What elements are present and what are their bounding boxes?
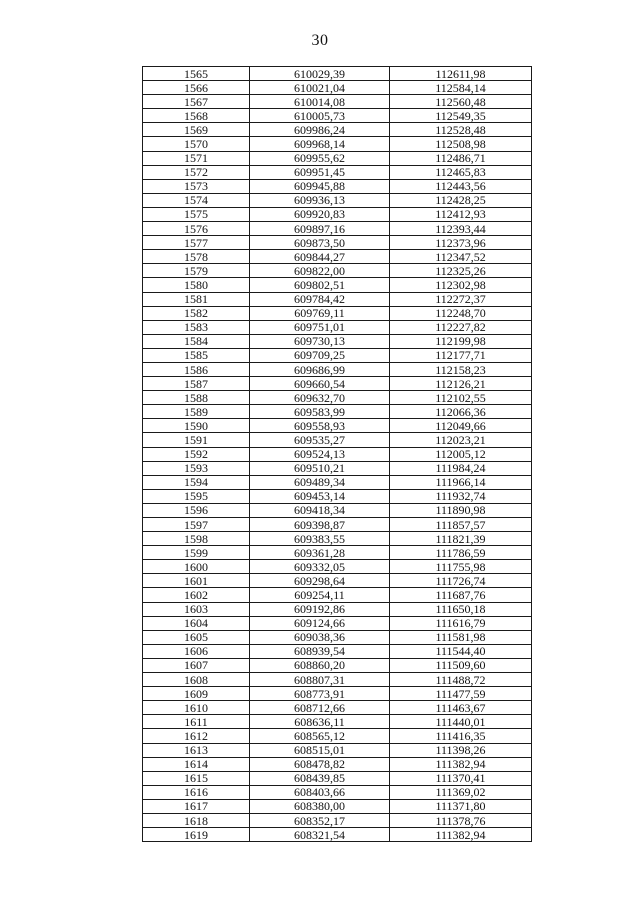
y-coordinate-cell: 112248,70 [390,306,532,320]
y-coordinate-cell: 112049,66 [390,419,532,433]
point-number-cell: 1566 [143,81,250,95]
x-coordinate-cell: 608515,01 [250,743,390,757]
table-row [143,109,532,123]
point-number-cell: 1607 [143,658,250,672]
point-number-cell: 1614 [143,757,250,771]
x-coordinate-cell: 609298,64 [250,574,390,588]
point-number-cell: 1605 [143,630,250,644]
point-number-cell: 1598 [143,532,250,546]
point-number-cell: 1576 [143,222,250,236]
point-number-cell: 1617 [143,799,250,813]
point-number-cell: 1573 [143,179,250,193]
x-coordinate-cell: 608478,82 [250,757,390,771]
x-coordinate-cell: 609730,13 [250,334,390,348]
y-coordinate-cell: 112560,48 [390,95,532,109]
point-number-cell: 1591 [143,433,250,447]
y-coordinate-cell: 111440,01 [390,715,532,729]
x-coordinate-cell: 608939,54 [250,644,390,658]
y-coordinate-cell: 111382,94 [390,757,532,771]
x-coordinate-cell: 609822,00 [250,264,390,278]
x-coordinate-cell: 609361,28 [250,546,390,560]
x-coordinate-cell: 609920,83 [250,207,390,221]
point-number-cell: 1567 [143,95,250,109]
y-coordinate-cell: 111398,26 [390,743,532,757]
table-row [143,123,532,137]
y-coordinate-cell: 111544,40 [390,644,532,658]
x-coordinate-cell: 609192,86 [250,602,390,616]
y-coordinate-cell: 112528,48 [390,123,532,137]
y-coordinate-cell: 111369,02 [390,785,532,799]
point-number-cell: 1608 [143,673,250,687]
table-row [143,785,532,799]
y-coordinate-cell: 111755,98 [390,560,532,574]
x-coordinate-cell: 608380,00 [250,799,390,813]
x-coordinate-cell: 608636,11 [250,715,390,729]
y-coordinate-cell: 112023,21 [390,433,532,447]
table-row [143,377,532,391]
point-number-cell: 1584 [143,334,250,348]
x-coordinate-cell: 608403,66 [250,785,390,799]
point-number-cell: 1604 [143,616,250,630]
table-row [143,165,532,179]
x-coordinate-cell: 609751,01 [250,320,390,334]
x-coordinate-cell: 609951,45 [250,165,390,179]
point-number-cell: 1575 [143,207,250,221]
y-coordinate-cell: 111984,24 [390,461,532,475]
y-coordinate-cell: 111463,67 [390,701,532,715]
table-row [143,715,532,729]
table-row [143,193,532,207]
table-row [143,461,532,475]
x-coordinate-cell: 609254,11 [250,588,390,602]
x-coordinate-cell: 609489,34 [250,475,390,489]
table-row [143,362,532,376]
point-number-cell: 1589 [143,405,250,419]
table-row [143,560,532,574]
x-coordinate-cell: 609769,11 [250,306,390,320]
x-coordinate-cell: 609524,13 [250,447,390,461]
table-row [143,151,532,165]
point-number-cell: 1618 [143,813,250,827]
y-coordinate-cell: 111687,76 [390,588,532,602]
x-coordinate-cell: 609398,87 [250,518,390,532]
coordinates-table-body [143,67,532,842]
x-coordinate-cell: 609955,62 [250,151,390,165]
table-row [143,503,532,517]
x-coordinate-cell: 610005,73 [250,109,390,123]
x-coordinate-cell: 609945,88 [250,179,390,193]
table-row [143,419,532,433]
x-coordinate-cell: 608773,91 [250,687,390,701]
x-coordinate-cell: 609332,05 [250,560,390,574]
x-coordinate-cell: 609784,42 [250,292,390,306]
point-number-cell: 1613 [143,743,250,757]
x-coordinate-cell: 610021,04 [250,81,390,95]
x-coordinate-cell: 608439,85 [250,771,390,785]
table-row [143,532,532,546]
y-coordinate-cell: 111488,72 [390,673,532,687]
x-coordinate-cell: 609873,50 [250,236,390,250]
x-coordinate-cell: 608807,31 [250,673,390,687]
point-number-cell: 1571 [143,151,250,165]
table-row [143,207,532,221]
point-number-cell: 1599 [143,546,250,560]
y-coordinate-cell: 111650,18 [390,602,532,616]
x-coordinate-cell: 609038,36 [250,630,390,644]
y-coordinate-cell: 112005,12 [390,447,532,461]
table-row [143,236,532,250]
y-coordinate-cell: 112428,25 [390,193,532,207]
table-row [143,743,532,757]
point-number-cell: 1574 [143,193,250,207]
point-number-cell: 1583 [143,320,250,334]
y-coordinate-cell: 112347,52 [390,250,532,264]
point-number-cell: 1582 [143,306,250,320]
y-coordinate-cell: 111821,39 [390,532,532,546]
table-row [143,757,532,771]
y-coordinate-cell: 112102,55 [390,391,532,405]
table-row [143,137,532,151]
y-coordinate-cell: 112486,71 [390,151,532,165]
x-coordinate-cell: 608712,66 [250,701,390,715]
table-row [143,179,532,193]
y-coordinate-cell: 112227,82 [390,320,532,334]
y-coordinate-cell: 111378,76 [390,813,532,827]
y-coordinate-cell: 112393,44 [390,222,532,236]
y-coordinate-cell: 112325,26 [390,264,532,278]
y-coordinate-cell: 112508,98 [390,137,532,151]
y-coordinate-cell: 112158,23 [390,362,532,376]
table-row [143,574,532,588]
table-row [143,828,532,842]
y-coordinate-cell: 112126,21 [390,377,532,391]
point-number-cell: 1597 [143,518,250,532]
point-number-cell: 1570 [143,137,250,151]
y-coordinate-cell: 111890,98 [390,503,532,517]
x-coordinate-cell: 608565,12 [250,729,390,743]
y-coordinate-cell: 111857,57 [390,518,532,532]
coordinates-table [142,66,532,842]
x-coordinate-cell: 609897,16 [250,222,390,236]
point-number-cell: 1616 [143,785,250,799]
table-row [143,433,532,447]
x-coordinate-cell: 609660,54 [250,377,390,391]
table-row [143,391,532,405]
y-coordinate-cell: 111932,74 [390,489,532,503]
x-coordinate-cell: 608352,17 [250,813,390,827]
point-number-cell: 1593 [143,461,250,475]
table-row [143,320,532,334]
point-number-cell: 1565 [143,67,250,81]
x-coordinate-cell: 609968,14 [250,137,390,151]
table-row [143,518,532,532]
point-number-cell: 1594 [143,475,250,489]
x-coordinate-cell: 609558,93 [250,419,390,433]
y-coordinate-cell: 111616,79 [390,616,532,630]
table-row [143,222,532,236]
x-coordinate-cell: 609383,55 [250,532,390,546]
x-coordinate-cell: 609936,13 [250,193,390,207]
y-coordinate-cell: 111370,41 [390,771,532,785]
x-coordinate-cell: 609510,21 [250,461,390,475]
y-coordinate-cell: 112412,93 [390,207,532,221]
point-number-cell: 1615 [143,771,250,785]
y-coordinate-cell: 112177,71 [390,348,532,362]
y-coordinate-cell: 111382,94 [390,828,532,842]
table-row [143,334,532,348]
point-number-cell: 1611 [143,715,250,729]
point-number-cell: 1603 [143,602,250,616]
x-coordinate-cell: 608321,54 [250,828,390,842]
y-coordinate-cell: 111477,59 [390,687,532,701]
point-number-cell: 1602 [143,588,250,602]
x-coordinate-cell: 610014,08 [250,95,390,109]
table-row [143,292,532,306]
point-number-cell: 1592 [143,447,250,461]
table-row [143,799,532,813]
point-number-cell: 1587 [143,377,250,391]
table-row [143,67,532,81]
table-row [143,447,532,461]
point-number-cell: 1619 [143,828,250,842]
y-coordinate-cell: 112465,83 [390,165,532,179]
y-coordinate-cell: 112199,98 [390,334,532,348]
y-coordinate-cell: 111371,80 [390,799,532,813]
table-row [143,729,532,743]
table-row [143,673,532,687]
table-row [143,475,532,489]
y-coordinate-cell: 112443,56 [390,179,532,193]
y-coordinate-cell: 112373,96 [390,236,532,250]
point-number-cell: 1596 [143,503,250,517]
point-number-cell: 1578 [143,250,250,264]
y-coordinate-cell: 112611,98 [390,67,532,81]
x-coordinate-cell: 609709,25 [250,348,390,362]
table-row [143,81,532,95]
page-number: 30 [311,32,329,49]
y-coordinate-cell: 112066,36 [390,405,532,419]
x-coordinate-cell: 609686,99 [250,362,390,376]
point-number-cell: 1601 [143,574,250,588]
x-coordinate-cell: 610029,39 [250,67,390,81]
y-coordinate-cell: 111581,98 [390,630,532,644]
table-row [143,644,532,658]
table-row [143,616,532,630]
table-row [143,588,532,602]
point-number-cell: 1600 [143,560,250,574]
point-number-cell: 1588 [143,391,250,405]
y-coordinate-cell: 111416,35 [390,729,532,743]
point-number-cell: 1586 [143,362,250,376]
x-coordinate-cell: 609583,99 [250,405,390,419]
x-coordinate-cell: 609453,14 [250,489,390,503]
table-row [143,771,532,785]
x-coordinate-cell: 609124,66 [250,616,390,630]
table-row [143,278,532,292]
x-coordinate-cell: 609418,34 [250,503,390,517]
point-number-cell: 1610 [143,701,250,715]
point-number-cell: 1569 [143,123,250,137]
point-number-cell: 1606 [143,644,250,658]
x-coordinate-cell: 608860,20 [250,658,390,672]
table-row [143,602,532,616]
table-row [143,701,532,715]
y-coordinate-cell: 112302,98 [390,278,532,292]
x-coordinate-cell: 609802,51 [250,278,390,292]
point-number-cell: 1609 [143,687,250,701]
table-row [143,250,532,264]
y-coordinate-cell: 112549,35 [390,109,532,123]
point-number-cell: 1572 [143,165,250,179]
point-number-cell: 1595 [143,489,250,503]
y-coordinate-cell: 112272,37 [390,292,532,306]
point-number-cell: 1612 [143,729,250,743]
y-coordinate-cell: 111509,60 [390,658,532,672]
table-row [143,546,532,560]
point-number-cell: 1579 [143,264,250,278]
table-row [143,687,532,701]
y-coordinate-cell: 112584,14 [390,81,532,95]
point-number-cell: 1581 [143,292,250,306]
point-number-cell: 1580 [143,278,250,292]
x-coordinate-cell: 609844,27 [250,250,390,264]
x-coordinate-cell: 609535,27 [250,433,390,447]
table-row [143,630,532,644]
table-row [143,348,532,362]
x-coordinate-cell: 609632,70 [250,391,390,405]
table-row [143,306,532,320]
point-number-cell: 1585 [143,348,250,362]
y-coordinate-cell: 111726,74 [390,574,532,588]
table-row [143,658,532,672]
x-coordinate-cell: 609986,24 [250,123,390,137]
point-number-cell: 1568 [143,109,250,123]
y-coordinate-cell: 111966,14 [390,475,532,489]
y-coordinate-cell: 111786,59 [390,546,532,560]
point-number-cell: 1577 [143,236,250,250]
table-row [143,489,532,503]
table-row [143,264,532,278]
table-row [143,405,532,419]
table-row [143,813,532,827]
point-number-cell: 1590 [143,419,250,433]
table-row [143,95,532,109]
